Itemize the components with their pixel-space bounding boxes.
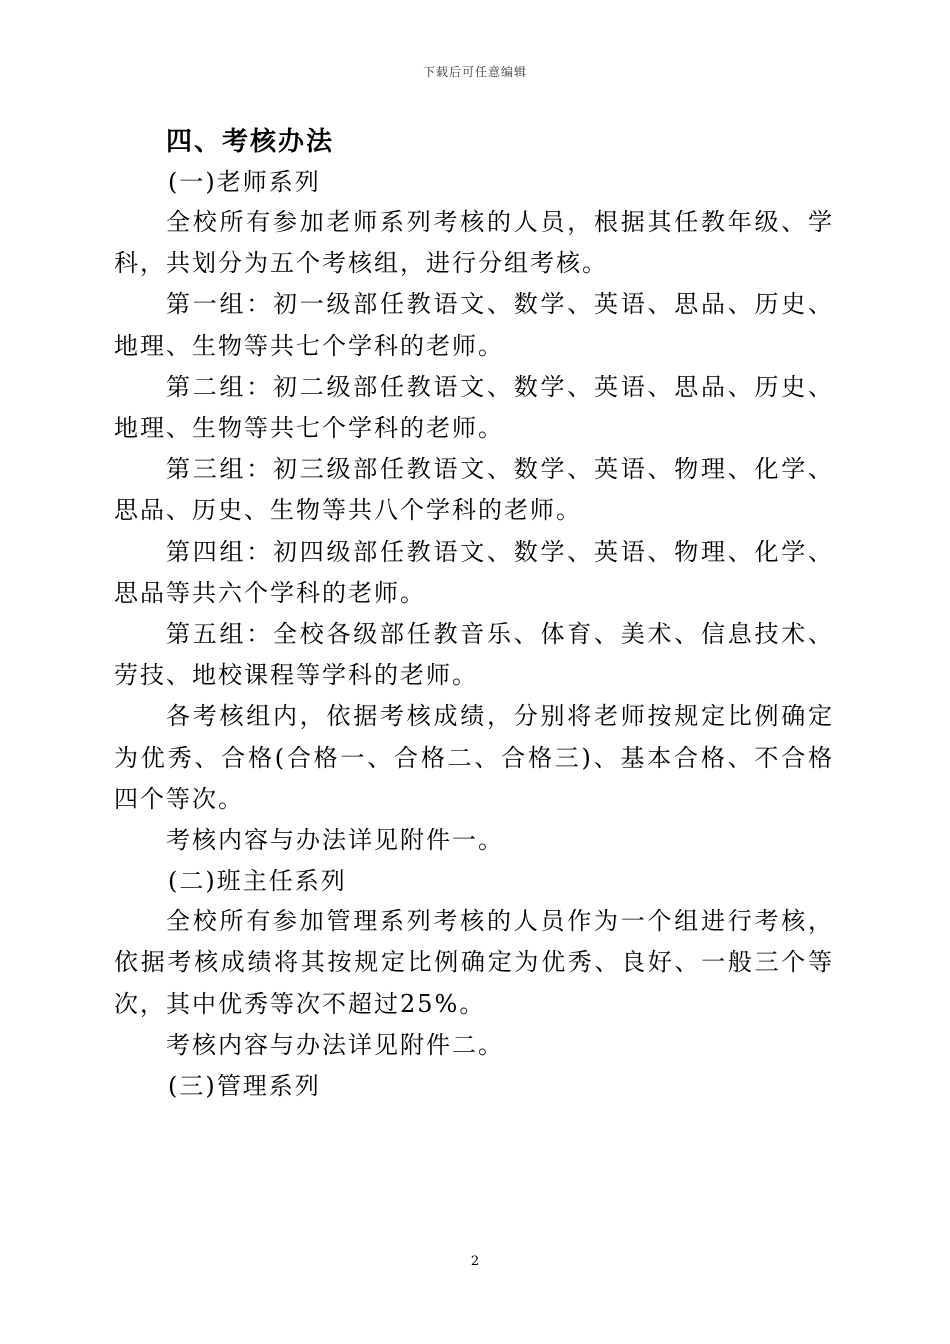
group-two: 第二组：初二级部任教语文、数学、英语、思品、历史、地理、生物等共七个学科的老师。 xyxy=(114,372,834,443)
teacher-grading: 各考核组内，依据考核成绩，分别将老师按规定比例确定为优秀、合格(合格一、合格二、合格三)、基本合格、不合格四个等次。 xyxy=(114,702,834,813)
group-five: 第五组：全校各级部任教音乐、体育、美术、信息技术、劳技、地校课程等学科的老师。 xyxy=(114,620,834,690)
document-body xyxy=(114,122,834,1106)
group-four: 第四组：初四级部任教语文、数学、英语、物理、化学、思品等共六个学科的老师。 xyxy=(114,537,834,607)
section-title: 四、考核办法 xyxy=(166,127,335,157)
group-three: 第三组：初三级部任教语文、数学、英语、物理、化学、思品、历史、生物等共八个学科的老师。 xyxy=(114,455,834,525)
group-one: 第一组：初一级部任教语文、数学、英语、思品、历史、地理、生物等共七个学科的老师。 xyxy=(114,290,834,360)
teacher-series-intro: 全校所有参加老师系列考核的人员，根据其任教年级、学科，共划分为五个考核组，进行分组考核。 xyxy=(114,208,834,278)
headteacher-series-title: (二)班主任系列 xyxy=(168,867,347,896)
headteacher-reference: 考核内容与办法详见附件二。 xyxy=(166,1030,504,1059)
management-series-title: (三)管理系列 xyxy=(168,1072,321,1101)
header-note: 下载后可任意编辑 xyxy=(422,65,527,79)
teacher-series-title: (一)老师系列 xyxy=(168,168,321,196)
page-number: 2 xyxy=(470,1254,480,1269)
teacher-reference: 考核内容与办法详见附件一。 xyxy=(166,826,504,855)
headteacher-series-body: 全校所有参加管理系列考核的人员作为一个组进行考核，依据考核成绩将其按规定比例确定为优秀、良好、一般三个等次，其中优秀等次不超过25%。 xyxy=(114,907,834,1018)
